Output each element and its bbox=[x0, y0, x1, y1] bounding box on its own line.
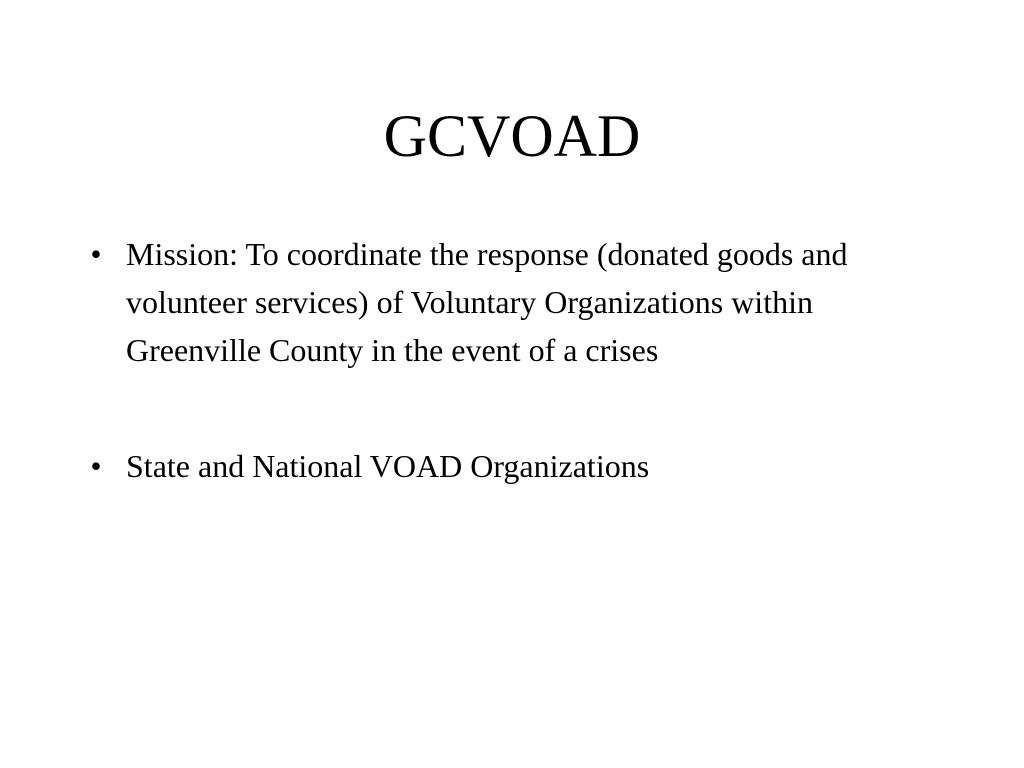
bullet-icon: • bbox=[90, 236, 102, 272]
bullet-text-mission: Mission: To coordinate the response (donated goods and volunteer services) of Voluntary Organizations within Greenville County in the event of a crises bbox=[126, 236, 848, 368]
bullet-item-organizations bbox=[84, 442, 884, 490]
bullet-icon: • bbox=[90, 448, 102, 484]
slide-title: GCVOAD bbox=[383, 103, 641, 169]
bullet-text-organizations: State and National VOAD Organizations bbox=[126, 448, 650, 484]
bullet-list bbox=[84, 230, 884, 490]
bullet-item-mission bbox=[84, 230, 884, 374]
